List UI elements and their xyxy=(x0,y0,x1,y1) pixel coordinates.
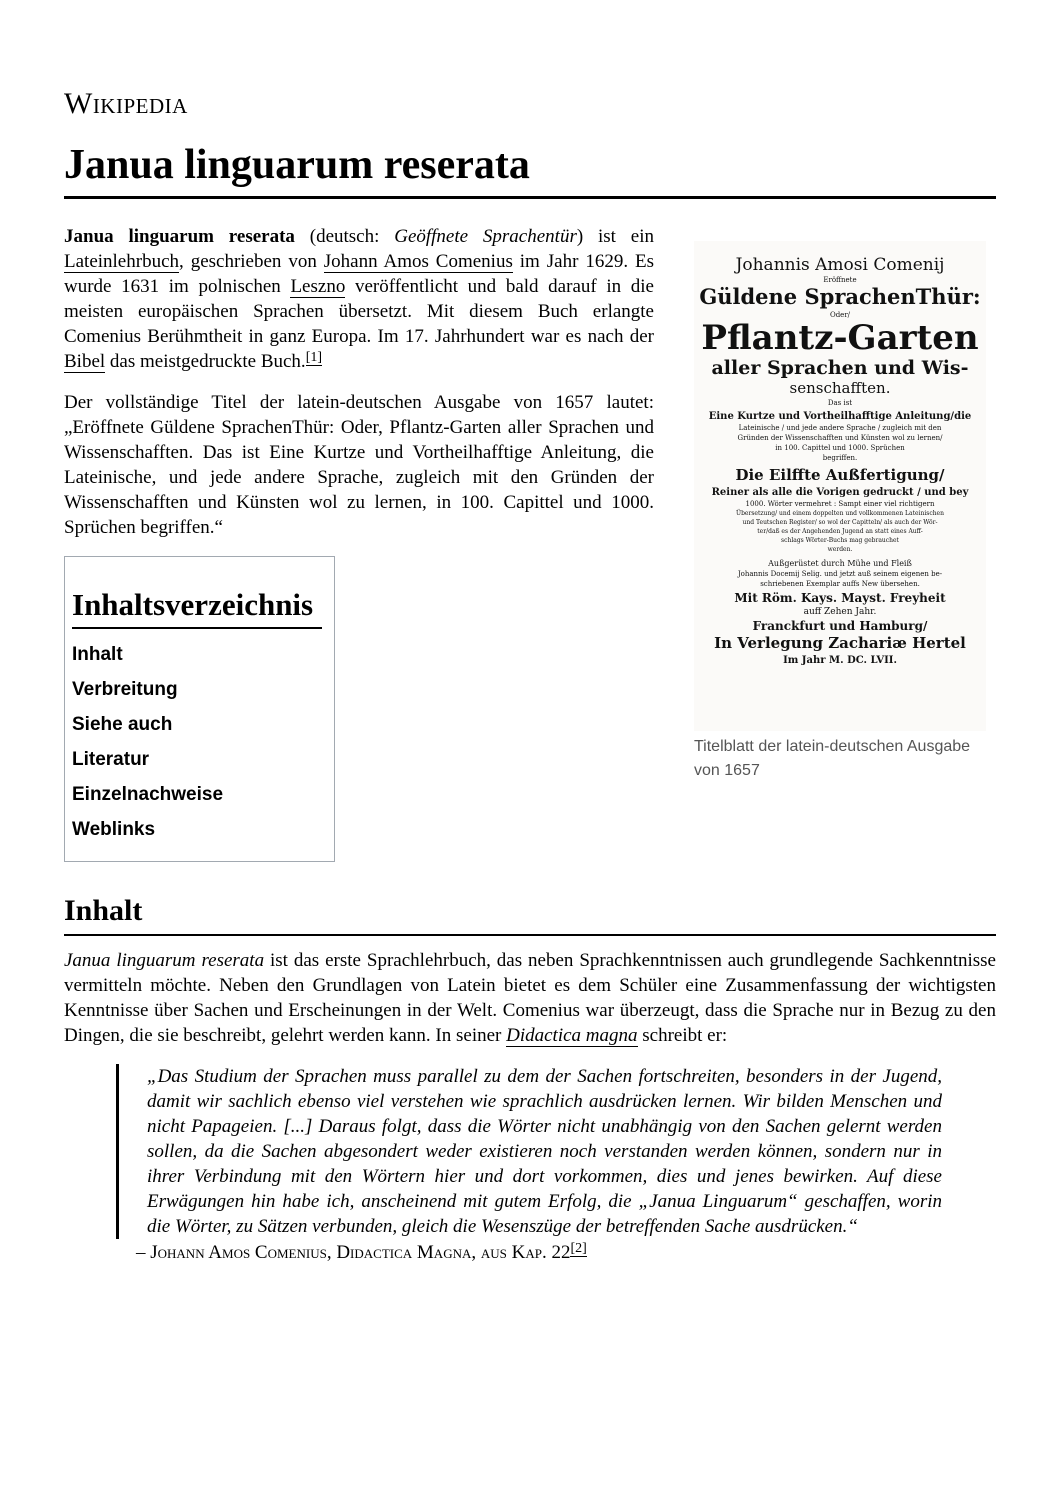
lead-section xyxy=(64,224,996,862)
toc-item-siehe-auch[interactable]: Siehe auch xyxy=(72,714,173,735)
inhalt-text-1: ist das erste Sprachlehrbuch, das neben Sprachkenntnissen auch grundlegende Sachkenntnisse vermitteln möchte. Neben den Grundlagen von Latein bietet es dem Schüler eine Zusammenfassung der wichtigsten Kenntnisse über Sachen und Erscheinungen in der Welt. Comenius war überzeugt, dass die Sprache nur in Bezug zu den Dingen, die sie beschreibt, gelehrt werden kann. In seiner xyxy=(64,950,996,1046)
scan-line: auff Zehen Jahr. xyxy=(803,607,877,617)
intro-text-3: , geschrieben von xyxy=(179,251,324,272)
title-page-figure xyxy=(694,241,988,783)
scan-line: Johannis Amosi Comenij xyxy=(735,255,945,275)
scan-line: Außgerüstet durch Mühe und Fleiß xyxy=(768,559,912,568)
scan-line: Eröffnete xyxy=(823,276,857,284)
figure-caption: Titelblatt der latein-deutschen Ausgabe von 1657 xyxy=(694,738,971,779)
scan-line: ter/daß es der Angehenden Jugend an statt eines Auff- xyxy=(757,528,923,535)
link-comenius[interactable]: Johann Amos Comenius xyxy=(323,251,513,272)
scan-line: Das ist xyxy=(827,399,853,407)
scan-line: aller Sprachen und Wis- xyxy=(711,357,969,379)
scan-line: 1000. Wörter vermehret : Sampt einer viel richtigern xyxy=(745,500,935,508)
title-page-scan-image[interactable] xyxy=(694,241,986,731)
scan-line: senschafften. xyxy=(789,379,891,397)
intro-text-5: veröffentlicht und bald darauf in die meisten europäischen Sprachen übersetzt. Mit diesem Buch erlangte Comenius Berühmtheit in ganz Europa. Im 17. Jahrhundert war es nach der xyxy=(64,276,654,347)
intro-text-1: (deutsch: xyxy=(294,226,395,247)
scan-line: Pflantz-Garten xyxy=(701,318,979,358)
quote-attribution xyxy=(136,1239,996,1267)
scan-line: werden. xyxy=(827,546,853,553)
toc-heading: Inhaltsverzeichnis xyxy=(72,585,322,629)
scan-line: und Teutschen Register/ so wol der Capitteln/ als auch der Wör- xyxy=(742,519,938,526)
scan-line: Im Jahr M. DC. LVII. xyxy=(783,655,897,666)
link-didactica-magna[interactable]: Didactica magna xyxy=(506,1025,638,1046)
attribution-text: – Johann Amos Comenius, Didactica Magna, aus Kap. 22 xyxy=(136,1242,571,1263)
page-title: Janua linguarum reserata xyxy=(64,140,996,199)
scan-line: schlags Wörter-Buchs mag gebrauchet xyxy=(781,537,899,544)
intro-paragraph xyxy=(64,224,654,374)
scan-line: Johannis Docemij Selig. und jetzt auß seinem eigenen be- xyxy=(737,570,943,578)
table-of-contents xyxy=(64,556,335,862)
scan-line: Oder/ xyxy=(829,311,851,319)
toc-item-verbreitung[interactable]: Verbreitung xyxy=(72,679,178,700)
toc-item-literatur[interactable]: Literatur xyxy=(72,749,150,770)
toc-list xyxy=(72,637,334,847)
lead-column xyxy=(64,224,654,862)
link-bibel[interactable]: Bibel xyxy=(64,351,106,372)
scan-line: In Verlegung Zachariæ Hertel xyxy=(714,634,966,652)
scan-line: Übersetzung/ und einem doppelten und vollkommenen Lateinischen xyxy=(736,510,944,517)
scan-line: Reiner als alle die Vorigen gedruckt / und bey xyxy=(711,487,969,498)
toc-item-weblinks[interactable]: Weblinks xyxy=(72,819,156,840)
full-title-paragraph: Der vollständige Titel der latein-deutschen Ausgabe von 1657 lautet: „Eröffnete Güldene SprachenThür: Oder, Pflantz-Garten aller Sprachen und Wissenschafften. Das ist Eine Kurtze und Vortheilhafftige Anleitung, die Lateinische, und jede andere Sprache, zugleich mit den Gründen der Wissenschafften und Künsten wol zu lernen, in 100. Capittel und 1000. Sprüchen begriffen.“ xyxy=(64,392,654,538)
inhalt-italic-title: Janua linguarum reserata xyxy=(64,950,265,971)
reference-1[interactable]: [1] xyxy=(305,350,323,365)
scan-line: Eine Kurtze und Vortheilhafftige Anleitung/die xyxy=(708,411,972,422)
page xyxy=(64,84,996,1267)
intro-translation: Geöffnete Sprachentür xyxy=(394,226,577,247)
scan-line: Gründen der Wissenschafften und Künsten wol zu lernen/ xyxy=(737,434,943,442)
scan-line: Mit Röm. Kays. Mayst. Freyheit xyxy=(734,591,946,605)
toc-item-inhalt[interactable]: Inhalt xyxy=(72,644,123,665)
intro-bold-term: Janua linguarum reserata xyxy=(64,226,295,247)
intro-text-4: im Jahr 1629. Es wurde 1631 im polnischen xyxy=(64,251,654,297)
scan-line: begriffen. xyxy=(822,454,858,462)
section-heading-inhalt: Inhalt xyxy=(64,892,996,936)
scan-line: Die Eilffte Außfertigung/ xyxy=(735,466,945,484)
scan-line: Güldene SprachenThür: xyxy=(699,284,981,309)
inhalt-text-2: schreibt er: xyxy=(637,1025,728,1046)
link-leszno[interactable]: Leszno xyxy=(290,276,346,297)
scan-line: Lateinische / und jede andere Sprache / zugleich mit den xyxy=(738,424,942,432)
scan-line: schriebenen Exemplar auffs New übersehen. xyxy=(760,580,920,588)
link-lateinlehrbuch[interactable]: Lateinlehrbuch xyxy=(64,251,180,272)
scan-line: Franckfurt und Hamburg/ xyxy=(752,619,928,633)
toc-item-einzelnachweise[interactable]: Einzelnachweise xyxy=(72,784,224,805)
scan-line: in 100. Capittel und 1000. Sprüchen xyxy=(775,444,905,452)
reference-2[interactable]: [2] xyxy=(570,1241,587,1256)
inhalt-paragraph xyxy=(64,948,996,1048)
intro-text-2: ) ist ein xyxy=(576,226,654,247)
comenius-quote: „Das Studium der Sprachen muss parallel zu dem der Sachen fortschreiten, besonders in der Jugend, damit wir sachlich ebenso viel verstehen wie sprachlich ausdrücken lernen. Wir bilden Menschen und nicht Papageien. [...] Daraus folgt, dass die Wörter nicht unabhängig von den Sachen gelernt werden sollen, da die Sachen abgesondert weder existieren noch verstanden werden können, sondern nur in ihrer Verbindung mit den Wörtern hier und dort vorkommen, dies und jenes bewirken. Auf diese Erwägungen hin habe ich, anscheinend mit gutem Erfolg, die „Janua Linguarum“ geschaffen, worin die Wörter, zu Sätzen verbunden, gleich die Wesenszüge der betreffenden Sache ausdrücken.“ xyxy=(116,1064,942,1239)
intro-text-6: das meistgedruckte Buch. xyxy=(105,351,306,372)
wikipedia-wordmark[interactable]: Wikipedia xyxy=(64,87,188,120)
